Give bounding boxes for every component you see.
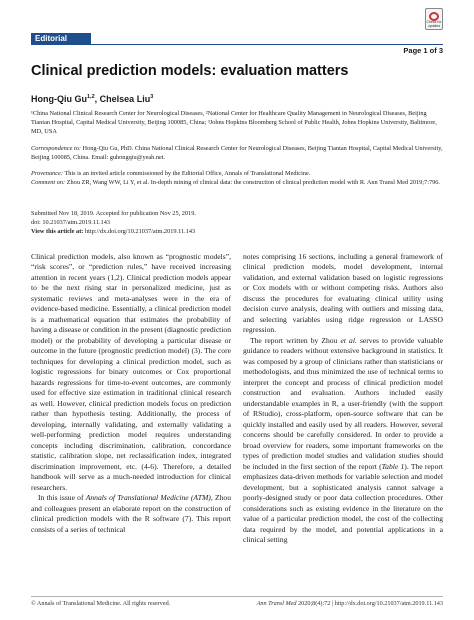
author-list — [31, 94, 153, 104]
body-paragraph: Clinical prediction models, also known as “prognostic models”, “risk scores”, or “prediction rules,” have received increasing attention in recent years (1,2). Clinical prediction models appear to be the next rising star in personalized medicine, just as systematic reviews and meta-analyses were in the era of evidence-based medicine. Essentially, a clinical prediction model is a mathematical equation that estimates the probability of having a disease or condition in the present (diagnostic prediction model) or the probability of developing a particular disease or outcome in the future (prognostic prediction model) (3). The core techniques for developing a clinical prediction model, such as logistic regressions for binary outcomes or Cox proportional hazards regressions for time-to-event outcomes, are commonly used for effective size estimation in traditional clinical research as well. However, clinical prediction models focus on prediction rather than hypothesis testing. Additionally, the process of developing, internally validating, and externally validating a well-performing prediction model requires understanding concepts including discrimination, calibration, concordance statistic, calibration slope, net reclassification index, integrated discrimination improvement, etc. (4-6). Therefore, a detailed handbook will serve as a much-needed introduction for clinical researchers. — [31, 252, 231, 492]
provenance — [31, 170, 443, 179]
text-run: ). The report emphasizes data-driven methods for variable selection and model development, but a sophisticated analysis cannot salvage a poorly-designed study or poor data collection procedures. Other considerations such as existing evidence in the literature on the value of a particular prediction model, the cost of the collecting data required by the model, and potential applications in a clinical setting — [243, 461, 444, 545]
body-paragraph: notes comprising 16 sections, including a general framework of clinical prediction models, model development, internal validation, and external validation based on logistic regressions or Cox models with or without competing risks. Authors also discuss the procedures for evaluating clinical utility using decision curve analysis, dealing with outliers and missing data, and selecting variables using ridge regression or LASSO regression. — [243, 252, 443, 335]
provenance-label: Provenance: — [31, 170, 63, 177]
correspondence-label: Correspondence to: — [31, 145, 81, 152]
body-column-left — [31, 252, 231, 535]
author-affiliation-marker: 1,2 — [87, 94, 95, 100]
comment-label: Comment on: — [31, 179, 66, 186]
author-name[interactable]: Hong-Qiu Gu — [31, 94, 87, 104]
text-run: , Zhou and colleagues present an elaborate report on the construction of clinical prediction models with the R software (7). This report consists of a series of technical — [31, 493, 232, 534]
comment-on — [31, 179, 443, 188]
text-run: serves to provide valuable guidance to readers without extensive background in statistics. It was composed by a group of clinicians rather than statisticians or methodologists, and thus minimized the use of technical terms to interpret the concept and process of clinical prediction model construction and evaluation. Authors included easily understandable examples in R, a user-friendly (with the support of RStudio), cross-platform, open-source software that can be quickly installed and easily used by all readers. However, several concerns should be carefully considered. In order to provide a broad overview for readers, some important frameworks on the types of prediction model studies and validation studies should be included in the first section of the report ( — [243, 335, 443, 471]
article-doi[interactable]: doi: 10.21037/atm.2019.11.143 — [31, 218, 110, 226]
view-article-line — [31, 228, 443, 237]
check-for-updates-badge[interactable] — [425, 8, 443, 30]
table-reference-link[interactable]: Table 1 — [381, 461, 405, 471]
body-paragraph — [243, 336, 443, 546]
provenance-text: This is an invited article commissioned by the Editorial Office, Annals of Translational Medicine. — [62, 170, 311, 177]
article-title: Clinical prediction models: evaluation matters — [31, 63, 349, 79]
correspondence-text: Hong-Qiu Gu, PhD. China National Clinical Research Center for Neurological Diseases, Beijing Tiantan Hospital, Capital Medical University, Beijing 100085, China. Email: guhongqiu@yeah.net. — [31, 145, 443, 161]
et-al: et al. — [340, 335, 357, 345]
view-url-link[interactable]: http://dx.doi.org/10.21037/atm.2019.11.143 — [83, 227, 196, 235]
article-dates — [31, 210, 443, 236]
body-column-right — [243, 252, 443, 546]
body-paragraph — [31, 493, 231, 535]
citation-journal: Ann Transl Med — [256, 600, 297, 607]
footer-rule — [31, 596, 443, 597]
author-name[interactable]: Chelsea Liu — [99, 94, 151, 104]
footer-copyright: © Annals of Translational Medicine. All rights reserved. — [31, 600, 171, 607]
author-affiliation-marker: 3 — [150, 94, 154, 100]
comment-text: Zhou ZR, Wang WW, Li Y, et al. In-depth mining of clinical data: the construction of clinical prediction model with R. Ann Transl Med 2019;7:796. — [65, 179, 440, 186]
journal-name: Annals of Translational Medicine (ATM) — [85, 493, 211, 503]
section-tag: Editorial — [31, 33, 91, 44]
header-rule — [31, 44, 443, 45]
correspondence — [31, 145, 443, 163]
affiliations: ¹China National Clinical Research Center for Neurological Diseases, ²National Center for Healthcare Quality Management in Neurological Diseases, Beijing Tiantan Hospital, Capital Medical University, Beijing 100085, China; ³Johns Hopkins Bloomberg School of Public Health, Johns Hopkins University, Baltimore, MD, USA — [31, 110, 437, 135]
submission-dates: Submitted Nov 18, 2019. Accepted for publication Nov 25, 2019. — [31, 210, 196, 217]
author-separator: , — [94, 94, 100, 104]
page-number: Page 1 of 3 — [403, 46, 443, 55]
footer-citation — [257, 600, 443, 607]
text-run: In this issue of — [38, 493, 86, 503]
view-label: View this article at: — [31, 227, 84, 235]
crossmark-label: Check for updates — [426, 20, 442, 28]
citation-details[interactable]: 2020;8(4):72 | http://dx.doi.org/10.21037/atm.2019.11.143 — [296, 600, 443, 607]
text-run: The report written by Zhou — [250, 335, 341, 345]
